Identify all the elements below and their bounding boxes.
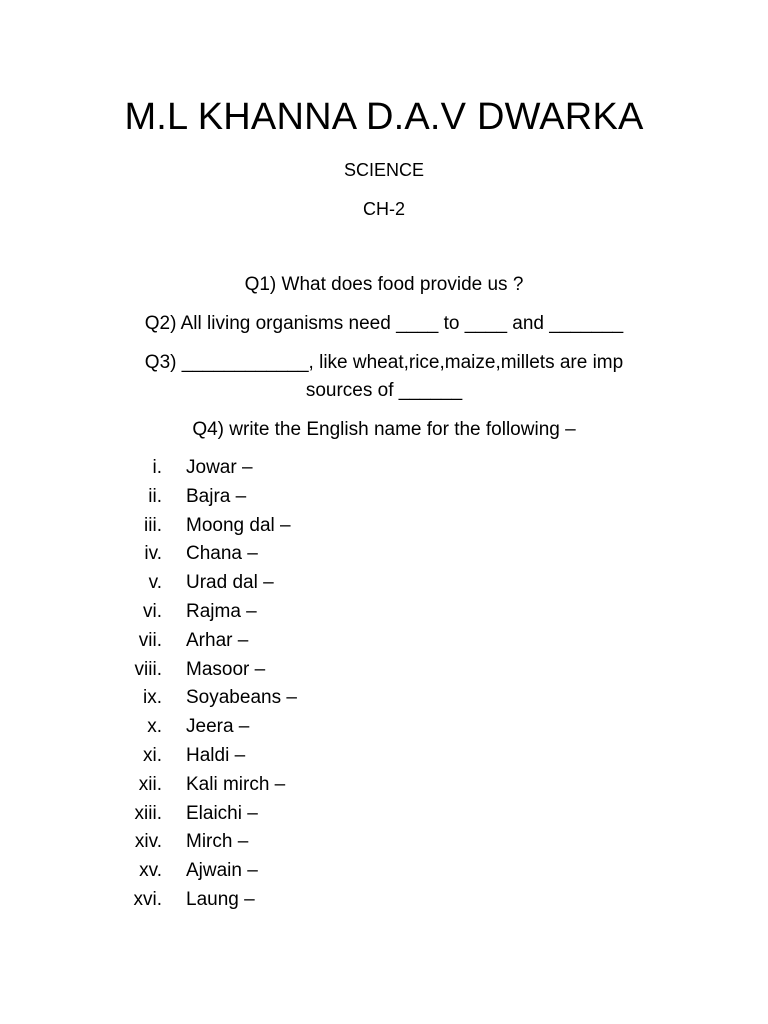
list-item-term: Soyabeans – — [186, 687, 297, 709]
list-item-term: Kali mirch – — [186, 773, 286, 795]
list-item — [0, 684, 768, 713]
list-item — [0, 569, 768, 598]
list-item — [0, 627, 768, 656]
list-item-term: Haldi – — [186, 744, 246, 766]
list-item-number: xi. — [143, 744, 162, 766]
list-item-number: vi. — [143, 600, 162, 622]
list-item-number: iv. — [144, 543, 162, 565]
list-item-term: Jowar – — [186, 457, 253, 478]
list-item-term: Chana – — [186, 543, 258, 565]
question-3-line-1: Q3) ____________, like wheat,rice,maize,millets are imp — [144, 352, 624, 373]
list-item — [0, 742, 768, 771]
list-item-term: Arhar – — [186, 629, 249, 651]
list-item-term: Rajma – — [186, 600, 257, 622]
list-item-number: x. — [147, 716, 162, 738]
list-item — [0, 483, 768, 512]
list-item-number: ii. — [148, 485, 162, 507]
list-item-number: vii. — [138, 629, 162, 651]
list-item-term: Elaichi – — [186, 802, 258, 824]
question-4: Q4) write the English name for the following – — [192, 419, 576, 440]
list-item — [0, 512, 768, 541]
list-item-term: Bajra – — [186, 485, 247, 507]
question-3-line-2: sources of ______ — [305, 380, 463, 401]
chapter-heading: CH-2 — [362, 199, 405, 219]
question-1: Q1) What does food provide us ? — [244, 274, 524, 295]
list-item — [0, 857, 768, 886]
list-item — [0, 886, 768, 915]
list-item — [0, 713, 768, 742]
list-item-number: xiii. — [134, 802, 162, 824]
list-item — [0, 540, 768, 569]
list-item-number: ix. — [143, 687, 162, 709]
list-item-number: xv. — [139, 860, 162, 882]
list-item-number: i. — [152, 457, 162, 478]
list-item-term: Mirch – — [186, 831, 249, 853]
list-item-number: iii. — [144, 514, 162, 536]
list-item — [0, 771, 768, 800]
list-item-number: xiv. — [134, 831, 162, 853]
list-item-term: Ajwain – — [186, 860, 258, 882]
list-item-number: xvi. — [133, 888, 162, 910]
list-item — [0, 454, 768, 483]
list-item-number: xii. — [138, 773, 162, 795]
list-item-term: Masoor – — [186, 658, 266, 680]
list-item — [0, 656, 768, 685]
list-item-term: Urad dal – — [186, 572, 274, 594]
school-title: M.L KHANNA D.A.V DWARKA — [124, 96, 644, 138]
list-item — [0, 800, 768, 829]
list-item-term: Laung – — [186, 888, 255, 910]
subject-heading: SCIENCE — [343, 160, 424, 180]
list-item — [0, 598, 768, 627]
list-item-term: Moong dal – — [186, 514, 291, 536]
term-list — [0, 454, 768, 915]
list-item-number: v. — [148, 572, 162, 594]
list-item — [0, 828, 768, 857]
question-2: Q2) All living organisms need ____ to ____ and _______ — [144, 313, 624, 334]
list-item-term: Jeera – — [186, 716, 250, 738]
list-item-number: viii. — [134, 658, 162, 680]
